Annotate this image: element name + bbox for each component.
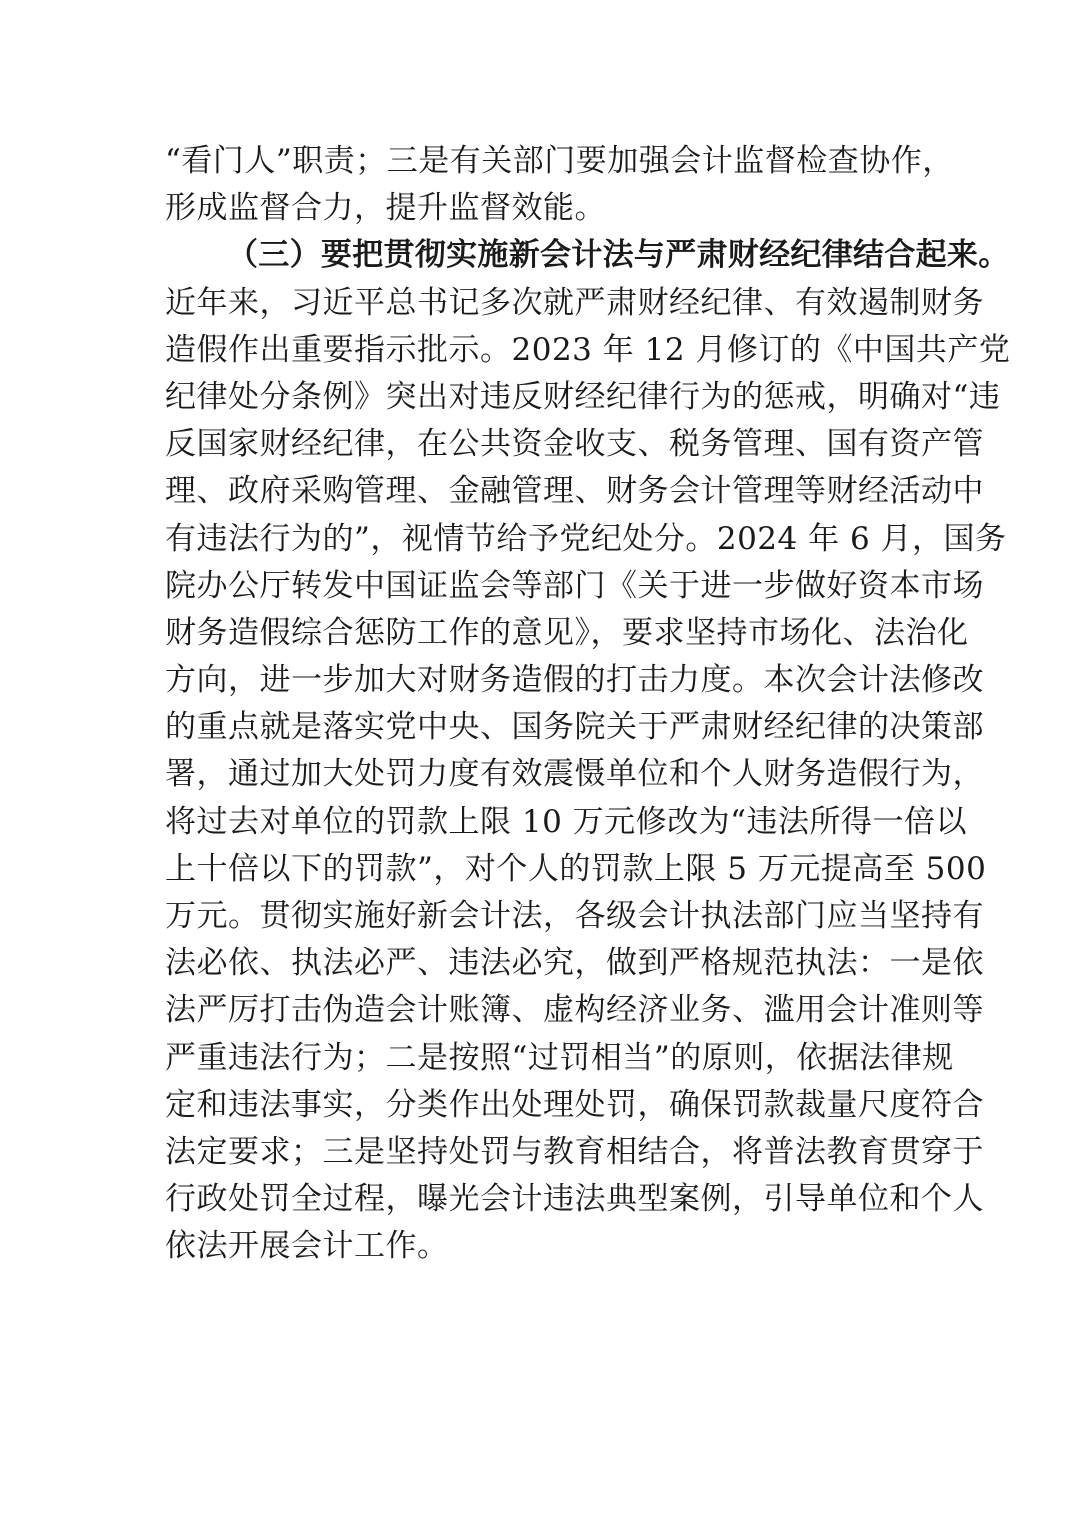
text-line: 法严厉打击伪造会计账簿、虚构经济业务、滥用会计准则等 — [165, 992, 984, 1029]
text-line: 方向，进一步加大对财务造假的打击力度。本次会计法修改 — [165, 662, 984, 699]
text-line: 署，通过加大处罚力度有效震慑单位和个人财务造假行为， — [165, 756, 984, 793]
text-line: 定和违法事实，分类作出处理处罚，确保罚款裁量尺度符合 — [165, 1086, 984, 1123]
text-line: 的重点就是落实党中央、国务院关于严肃财经纪律的决策部 — [165, 709, 984, 746]
text-line: 有违法行为的”，视情节给予党纪处分。2024 年 6 月，国务 — [165, 520, 1007, 557]
text-line: 法定要求；三是坚持处罚与教育相结合，将普法教育贯穿于 — [165, 1133, 984, 1170]
text-line: 严重违法行为；二是按照“过罚相当”的原则，依据法律规 — [165, 1039, 954, 1076]
text-line: 纪律处分条例》突出对违反财经纪律行为的惩戒，明确对“违 — [165, 378, 1001, 415]
text-line: 行政处罚全过程，曝光会计违法典型案例，引导单位和个人 — [165, 1181, 984, 1218]
text-line: 院办公厅转发中国证监会等部门《关于进一步做好资本市场 — [165, 567, 984, 604]
text-line: 依法开展会计工作。 — [165, 1228, 449, 1265]
text-line: 将过去对单位的罚款上限 10 万元修改为“违法所得一倍以 — [165, 803, 967, 840]
text-line: “看门人”职责；三是有关部门要加强会计监督检查协作， — [165, 143, 954, 179]
text-line: 万元。贯彻实施好新会计法，各级会计执法部门应当坚持有 — [165, 898, 984, 934]
text-line: 反国家财经纪律，在公共资金收支、税务管理、国有资产管 — [165, 426, 984, 463]
document-body — [165, 138, 1011, 1271]
text-line: 上十倍以下的罚款”，对个人的罚款上限 5 万元提高至 500 — [165, 850, 987, 887]
text-line: 造假作出重要指示批示。2023 年 12 月修订的《中国共产党 — [165, 331, 1011, 368]
text-line: 形成监督合力，提升监督效能。 — [165, 190, 606, 227]
text-line: 财务造假综合惩防工作的意见》，要求坚持市场化、法治化 — [165, 614, 969, 651]
text-line: 近年来，习近平总书记多次就严肃财经纪律、有效遏制财务 — [165, 284, 984, 321]
section-heading: （三）要把贯彻实施新会计法与严肃财经纪律结合起来。 — [227, 237, 1010, 274]
text-line: 理、政府采购管理、金融管理、财务会计管理等财经活动中 — [165, 473, 984, 510]
text-line: 法必依、执法必严、违法必究，做到严格规范执法：一是依 — [165, 945, 984, 982]
